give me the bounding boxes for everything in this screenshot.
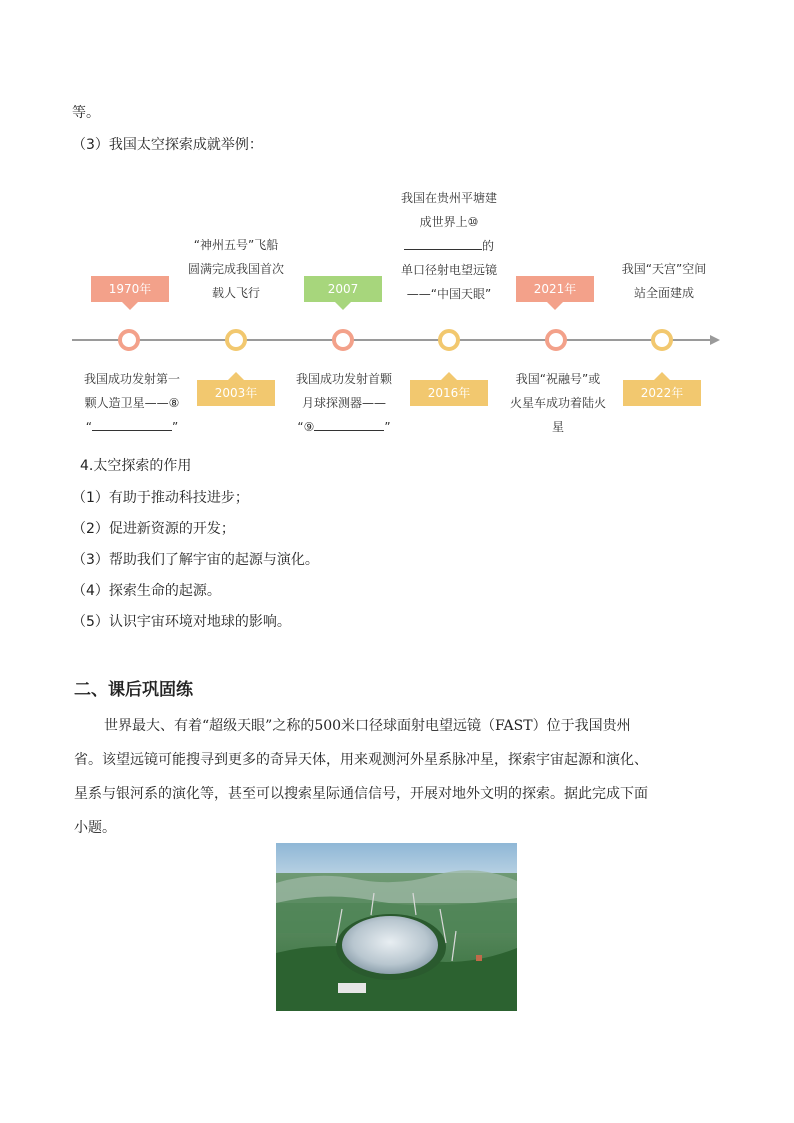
question-paragraph [74, 709, 724, 845]
year-tag-2022: 2022年 [623, 380, 701, 406]
event-2003-line: “神州五号”飞船 [193, 238, 279, 252]
section-4-item: （3）帮助我们了解宇宙的起源与演化。 [72, 552, 319, 568]
timeline-axis [72, 339, 712, 341]
event-2003-line: 圆满完成我国首次 [187, 262, 284, 276]
section-4-item: （5）认识宇宙环境对地球的影响。 [72, 614, 291, 630]
event-2016-blank-line [390, 234, 508, 258]
event-2021 [498, 367, 618, 439]
timeline-node-1970 [118, 329, 140, 351]
event-2016-line: ——“中国天眼” [406, 287, 492, 301]
quote-close: ” [172, 420, 179, 434]
year-tag-1970: 1970年 [91, 276, 169, 302]
intro-line-1: 等。 [72, 105, 100, 121]
quote-close: ” [384, 420, 391, 434]
year-tag-2021: 2021年 [516, 276, 594, 302]
section-4-item: （4）探索生命的起源。 [72, 583, 221, 599]
event-2003-line: 载人飞行 [211, 286, 260, 300]
paragraph-line: 星系与银河系的演化等，甚至可以搜索星际通信信号，开展对地外文明的探索。据此完成下面 [74, 786, 648, 802]
event-2007-line: 月球探测器—— [301, 396, 386, 410]
section-heading: 二、课后巩固练 [74, 680, 193, 700]
fast-telescope-photo [276, 843, 517, 1011]
event-2022 [608, 257, 720, 305]
event-1970 [72, 367, 192, 439]
event-2016-line: 我国在贵州平塘建 [400, 191, 497, 205]
paragraph-line: 小题。 [74, 820, 116, 836]
event-2021-line: 火星车成功着陆火 [509, 396, 606, 410]
event-1970-line: 颗人造卫星——⑧ [84, 396, 180, 410]
event-2007-blank-line [284, 415, 404, 439]
paragraph-line: 省。该望远镜可能搜寻到更多的奇异天体，用来观测河外星系脉冲星，探索宇宙起源和演化、 [74, 752, 648, 768]
event-2007 [284, 367, 404, 439]
paragraph-line: 世界最大、有着“超级天眼”之称的500米口径球面射电望远镜（FAST）位于我国贵州 [104, 718, 631, 734]
year-tag-2007: 2007 [304, 276, 382, 302]
year-tag-2003: 2003年 [197, 380, 275, 406]
event-2021-line: 我国“祝融号”或 [515, 372, 601, 386]
section-4-item: （1）有助于推动科技进步； [72, 490, 249, 506]
answer-blank-10[interactable] [404, 235, 482, 250]
section-4-title: 4.太空探索的作用 [80, 458, 192, 474]
section-4-item: （2）促进新资源的开发； [72, 521, 235, 537]
event-2016-line: 单口径射电望远镜 [400, 263, 497, 277]
event-2003 [180, 233, 292, 305]
timeline-node-2007 [332, 329, 354, 351]
event-1970-line: 我国成功发射第一 [83, 372, 180, 386]
intro-line-2: （3）我国太空探索成就举例： [72, 137, 263, 153]
answer-blank-8[interactable] [92, 416, 172, 431]
quote-open: “ [85, 420, 92, 434]
event-1970-blank-line [72, 415, 192, 439]
event-2021-line: 星 [551, 420, 564, 434]
timeline-node-2021 [545, 329, 567, 351]
timeline-node-2003 [225, 329, 247, 351]
quote-open: “⑨ [297, 420, 315, 434]
event-2022-line: 站全面建成 [633, 286, 694, 300]
answer-blank-9[interactable] [314, 416, 384, 431]
event-2016-suffix: 的 [481, 239, 494, 253]
timeline-node-2022 [651, 329, 673, 351]
timeline-node-2016 [438, 329, 460, 351]
event-2022-line: 我国“天宫”空间 [621, 262, 707, 276]
event-2016-line: 成世界上⑩ [419, 215, 479, 229]
event-2007-line: 我国成功发射首颗 [295, 372, 392, 386]
timeline-arrow-icon [710, 335, 720, 345]
event-2016 [390, 186, 508, 306]
year-tag-2016: 2016年 [410, 380, 488, 406]
